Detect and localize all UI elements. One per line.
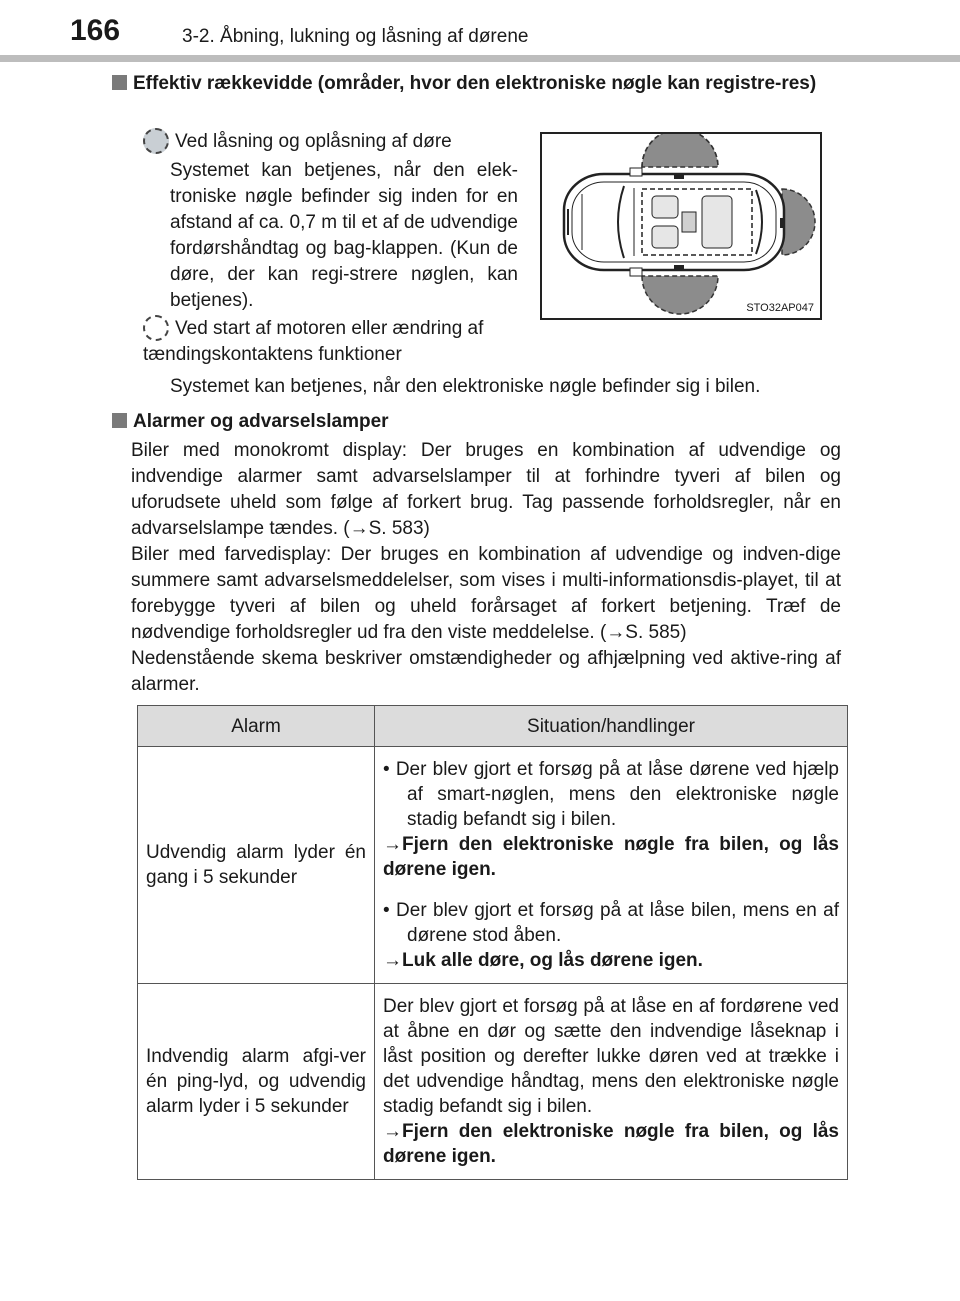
section-marker-icon <box>112 413 127 428</box>
range-interior-icon <box>143 315 169 341</box>
arrow-icon: → <box>383 1121 402 1142</box>
alarm-cell: Udvendig alarm lyder én gang i 5 sekunder <box>138 747 375 984</box>
alarms-para-monochrome: Biler med monokromt display: Der bruges en kombination af udvendige og indvendige alarmer samt advarselslamper til at forhindre tyveri af bilen og uforudsete uheld som følge af forkert brug. Tag passende forholdsregler, når en advarselslampe tændes. (→S. 583) <box>131 440 841 539</box>
car-range-diagram <box>542 134 820 318</box>
action-text: →Fjern den elektroniske nøgle fra bilen, og lås dørene igen. <box>383 834 839 880</box>
action-text: →Fjern den elektroniske nøgle fra bilen, og lås dørene igen. <box>383 1121 839 1167</box>
situation-bullet: • Der blev gjort et forsøg på at låse bilen, mens en af dørene stod åben. <box>383 900 839 946</box>
table-header-row <box>138 706 848 747</box>
section-marker-icon <box>112 75 127 90</box>
alarms-para-table-intro: Nedenstående skema beskriver omstændigheder og afhjælpning ved aktive-ring af alarmer. <box>131 648 841 695</box>
arrow-icon: → <box>383 950 402 971</box>
page-number: 166 <box>70 14 121 47</box>
table-header-alarm: Alarm <box>138 706 375 747</box>
table-row <box>138 747 848 984</box>
situation-bullet: • Der blev gjort et forsøg på at låse dørene ved hjælp af smart-nøglen, mens den elektroniske nøgle stadig befandt sig i bilen. <box>383 759 839 830</box>
table-header-situation: Situation/handlinger <box>375 706 848 747</box>
tailgate-zone <box>782 189 815 255</box>
alarm-table <box>137 705 848 1180</box>
figure-code: STO32AP047 <box>746 302 814 314</box>
section-title-text: Effektiv rækkevidde (områder, hvor den elektroniske nøgle kan registre-res) <box>133 73 817 94</box>
front-door-zone-right <box>642 276 718 314</box>
range-item-locking-text: Systemet kan betjenes, når den elek-troniske nøgle befinder sig inden for en afstand af ca. 0,7 m til et af de udvendige fordørshåndtag og bag-klappen. (Kun de døre, der kan regi-strere nøglen, kan betjenes). <box>170 160 518 311</box>
situation-cell <box>375 984 848 1180</box>
range-item-starting-text: Systemet kan betjenes, når den elektroniske nøgle befinder sig i bilen. <box>170 376 761 397</box>
range-figure <box>540 132 822 320</box>
section-effective-range-title <box>112 71 852 97</box>
chapter-title: 3-2. Åbning, lukning og låsning af dørene <box>182 26 529 47</box>
section-alarms-title <box>112 409 852 435</box>
action-text: →Luk alle døre, og lås dørene igen. <box>383 950 703 971</box>
range-zone-icon <box>143 128 169 154</box>
range-item-locking-label: Ved låsning og oplåsning af døre <box>175 131 452 152</box>
range-item-starting-label: Ved start af motoren eller ændring af tændingskontaktens funktioner <box>143 318 484 365</box>
range-item-locking <box>143 128 523 155</box>
range-item-starting <box>143 315 528 368</box>
situation-cell <box>375 747 848 984</box>
section-title-text: Alarmer og advarselslamper <box>133 411 389 432</box>
arrow-icon: → <box>383 834 402 855</box>
alarms-para-color: Biler med farvedisplay: Der bruges en kombination af udvendige og indven-dige summere samt advarselsmeddelelser, som vises i multi-informationsdis-playet, til at forebygge tyveri af bilen og uheld forårsaget af forkert betjening. Træf de nødvendige forholdsregler ud fra den viste meddelelse. (→S. 585) <box>131 544 841 643</box>
header-rule <box>0 55 960 62</box>
table-row <box>138 984 848 1180</box>
situation-text: Der blev gjort et forsøg på at låse en af fordørene ved at åbne en dør og sætte den indvendige låseknap i låst position og derefter lukke døren ved at trække i det udvendige håndtag, mens den elektroniske nøgle stadig befandt sig i bilen. <box>383 996 839 1117</box>
alarm-cell: Indvendig alarm afgi-ver én ping-lyd, og udvendig alarm lyder i 5 sekunder <box>138 984 375 1180</box>
